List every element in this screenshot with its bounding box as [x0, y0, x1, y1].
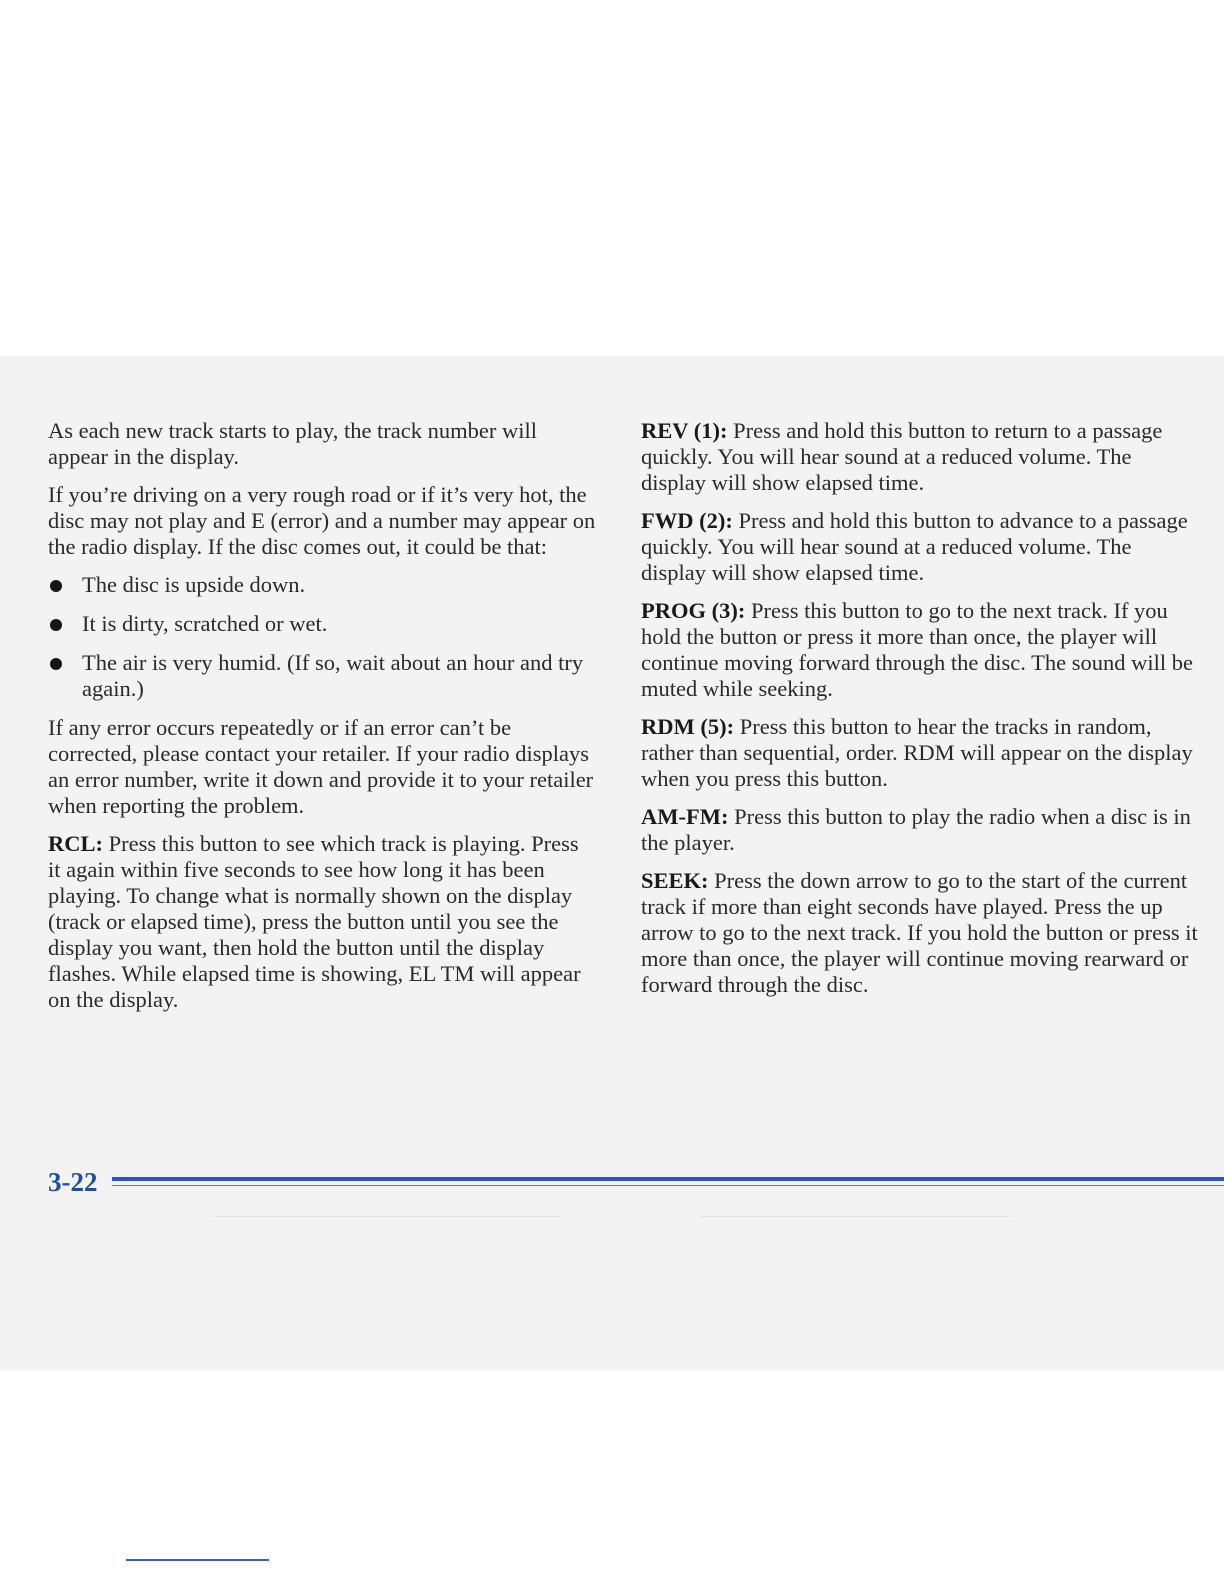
seek-paragraph [641, 868, 1201, 998]
bullet-icon [50, 619, 62, 631]
rdm-term: RDM (5): [641, 714, 735, 739]
right-column [641, 418, 1201, 1010]
bullet-icon [50, 580, 62, 592]
rcl-description: Press this button to see which track is playing. Press it again within five seconds to see how long it has been playing. To change what is normally shown on the display (track or elapsed time), press the button until you see the display you want, then hold the button until the display flashes. While elapsed time is showing, EL TM will appear on the display. [48, 831, 581, 1012]
fwd-paragraph [641, 508, 1201, 586]
rcl-term: RCL: [48, 831, 103, 856]
amfm-description: Press this button to play the radio when a disc is in the player. [641, 804, 1191, 855]
list-item-text: It is dirty, scratched or wet. [82, 611, 328, 636]
footer-rule-thin [112, 1185, 1224, 1186]
rough-road-paragraph: If you’re driving on a very rough road or if it’s very hot, the disc may not play and E (error) and a number may appear on the radio display. If the disc comes out, it could be that: [48, 482, 596, 559]
rev-paragraph [641, 418, 1201, 496]
fwd-term: FWD (2): [641, 508, 733, 533]
rdm-paragraph [641, 714, 1201, 792]
list-item [48, 611, 596, 637]
rev-description: Press and hold this button to return to a passage quickly. You will hear sound at a reduced volume. The display will show elapsed time. [641, 418, 1163, 495]
page-number: 3-22 [48, 1167, 98, 1197]
rcl-paragraph [48, 831, 596, 1013]
page-footer [48, 1167, 1188, 1197]
list-item [48, 650, 596, 702]
seek-description: Press the down arrow to go to the start of the current track if more than eight seconds have played. Press the up arrow to go to the next track. If you hold the button or press it more than once, the player will continue moving rearward or forward through the disc. [641, 868, 1198, 997]
bullet-icon [50, 658, 62, 670]
prog-paragraph [641, 598, 1201, 702]
error-paragraph: If any error occurs repeatedly or if an error can’t be corrected, please contact your retailer. If your radio displays an error number, write it down and provide it to your retailer when reporting the problem. [48, 715, 594, 818]
divider [214, 1216, 560, 1217]
footer-rule [112, 1177, 1224, 1181]
prog-description: Press this button to go to the next track. If you hold the button or press it more than once, the player will continue moving forward through the disc. The sound will be muted while seeking. [641, 598, 1193, 701]
amfm-term: AM-FM: [641, 804, 729, 829]
divider [700, 1216, 1010, 1217]
seek-term: SEEK: [641, 868, 709, 893]
rev-term: REV (1): [641, 418, 728, 443]
list-item-text: The disc is upside down. [82, 572, 306, 597]
list-item-text: The air is very humid. (If so, wait about an hour and try again.) [82, 650, 584, 701]
left-column [48, 418, 596, 1025]
track-number-paragraph: As each new track starts to play, the track number will appear in the display. [48, 418, 538, 469]
prog-term: PROG (3): [641, 598, 746, 623]
amfm-paragraph [641, 804, 1201, 856]
rdm-description: Press this button to hear the tracks in random, rather than sequential, order. RDM will appear on the display when you press this button. [641, 714, 1193, 791]
list-item [48, 572, 596, 598]
disc-problem-list [48, 572, 596, 702]
fwd-description: Press and hold this button to advance to a passage quickly. You will hear sound at a reduced volume. The display will show elapsed time. [641, 508, 1188, 585]
bottom-underline [126, 1559, 269, 1561]
